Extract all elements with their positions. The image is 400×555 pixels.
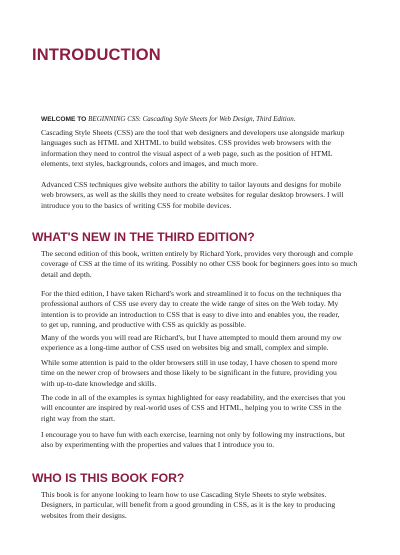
whats-new-paragraph-3 — [41, 333, 400, 354]
text-line: introduce you to the basics of writing CSS for mobile devices. — [41, 200, 232, 210]
text-line: with up-to-date knowledge and skills. — [41, 378, 157, 388]
text-line: The second edition of this book, written entirely by Richard York, provides very thorough and comple — [41, 249, 353, 258]
text-line: also by experimenting with the properties and values that I introduce you to. — [41, 440, 275, 450]
text-line: detail and depth. — [41, 269, 92, 279]
whats-new-paragraph-4 — [41, 358, 400, 389]
text-line: intention is to provide an introduction to CSS that is easy to dive into and enables you, the reader, — [41, 309, 340, 319]
welcome-book-title: Cascading Style Sheets for Web Design, Third Edition. — [142, 115, 296, 123]
intro-paragraph-2 — [41, 180, 400, 211]
text-line: professional authors of CSS use every day to create the wide range of sites on the Web today. My — [41, 299, 339, 309]
text-line: languages such as HTML and XHTML to build websites. CSS provides web browsers with the — [41, 138, 331, 148]
page-title: INTRODUCTION — [32, 46, 161, 64]
text-line: While some attention is paid to the older browsers still in use today, I have chosen to spend more — [41, 358, 338, 367]
text-line: experience as a long-time author of CSS used on websites big and small, complex and simple. — [41, 343, 329, 353]
text-line: information they need to control the visual aspect of a web page, such as the position of HTML — [41, 148, 333, 158]
text-line: coverage of CSS at the time of its writing. Possibly no other CSS book for beginners goes into so much — [41, 259, 358, 269]
welcome-book-name: BEGINNING CSS — [88, 115, 139, 123]
text-line: will encounter are inspired by real-world uses of CSS and HTML, helping you to write CSS in the — [41, 403, 342, 413]
text-line: For the third edition, I have taken Richard's work and streamlined it to focus on the techniques tha — [41, 289, 342, 298]
section-heading-whats-new: WHAT'S NEW IN THE THIRD EDITION? — [32, 230, 255, 244]
text-line: time on the newer crop of browsers and those likely to be significant in the future, providing you — [41, 368, 337, 378]
text-line: elements, text styles, backgrounds, colors and images, and much more. — [41, 159, 258, 169]
whats-new-paragraph-2 — [41, 289, 400, 330]
whats-new-paragraph-1 — [41, 249, 400, 280]
text-line: Designers, in particular, will benefit from a good grounding in CSS, as it is the key to producing — [41, 500, 336, 510]
section-heading-who: WHO IS THIS BOOK FOR? — [32, 471, 185, 485]
text-line: This book is for anyone looking to learn how to use Cascading Style Sheets to style websites. — [41, 490, 327, 499]
welcome-prefix: WELCOME TO — [41, 116, 89, 123]
whats-new-paragraph-6 — [41, 430, 400, 451]
welcome-line — [41, 115, 295, 123]
whats-new-paragraph-5 — [41, 393, 400, 424]
text-line: to get up, running, and productive with CSS as quickly as possible. — [41, 320, 247, 330]
text-line: Cascading Style Sheets (CSS) are the tool that web designers and developers use alongside markup — [41, 128, 345, 137]
text-line: web browsers, as well as the skills they need to create websites for regular desktop browsers. I will — [41, 190, 344, 200]
text-line: right way from the start. — [41, 413, 116, 423]
text-line: I encourage you to have fun with each exercise, learning not only by following my instructions, but — [41, 430, 345, 439]
welcome-colon: : — [138, 115, 143, 123]
who-paragraph-1 — [41, 490, 400, 521]
text-line: The code in all of the examples is syntax highlighted for easy readability, and the exercises that you — [41, 393, 346, 402]
text-line: Advanced CSS techniques give website authors the ability to tailor layouts and designs for mobile — [41, 180, 342, 189]
intro-paragraph-1 — [41, 128, 400, 169]
text-line: Many of the words you will read are Richard's, but I have attempted to mould them around my ow — [41, 333, 342, 342]
text-line: websites from their designs. — [41, 510, 127, 520]
